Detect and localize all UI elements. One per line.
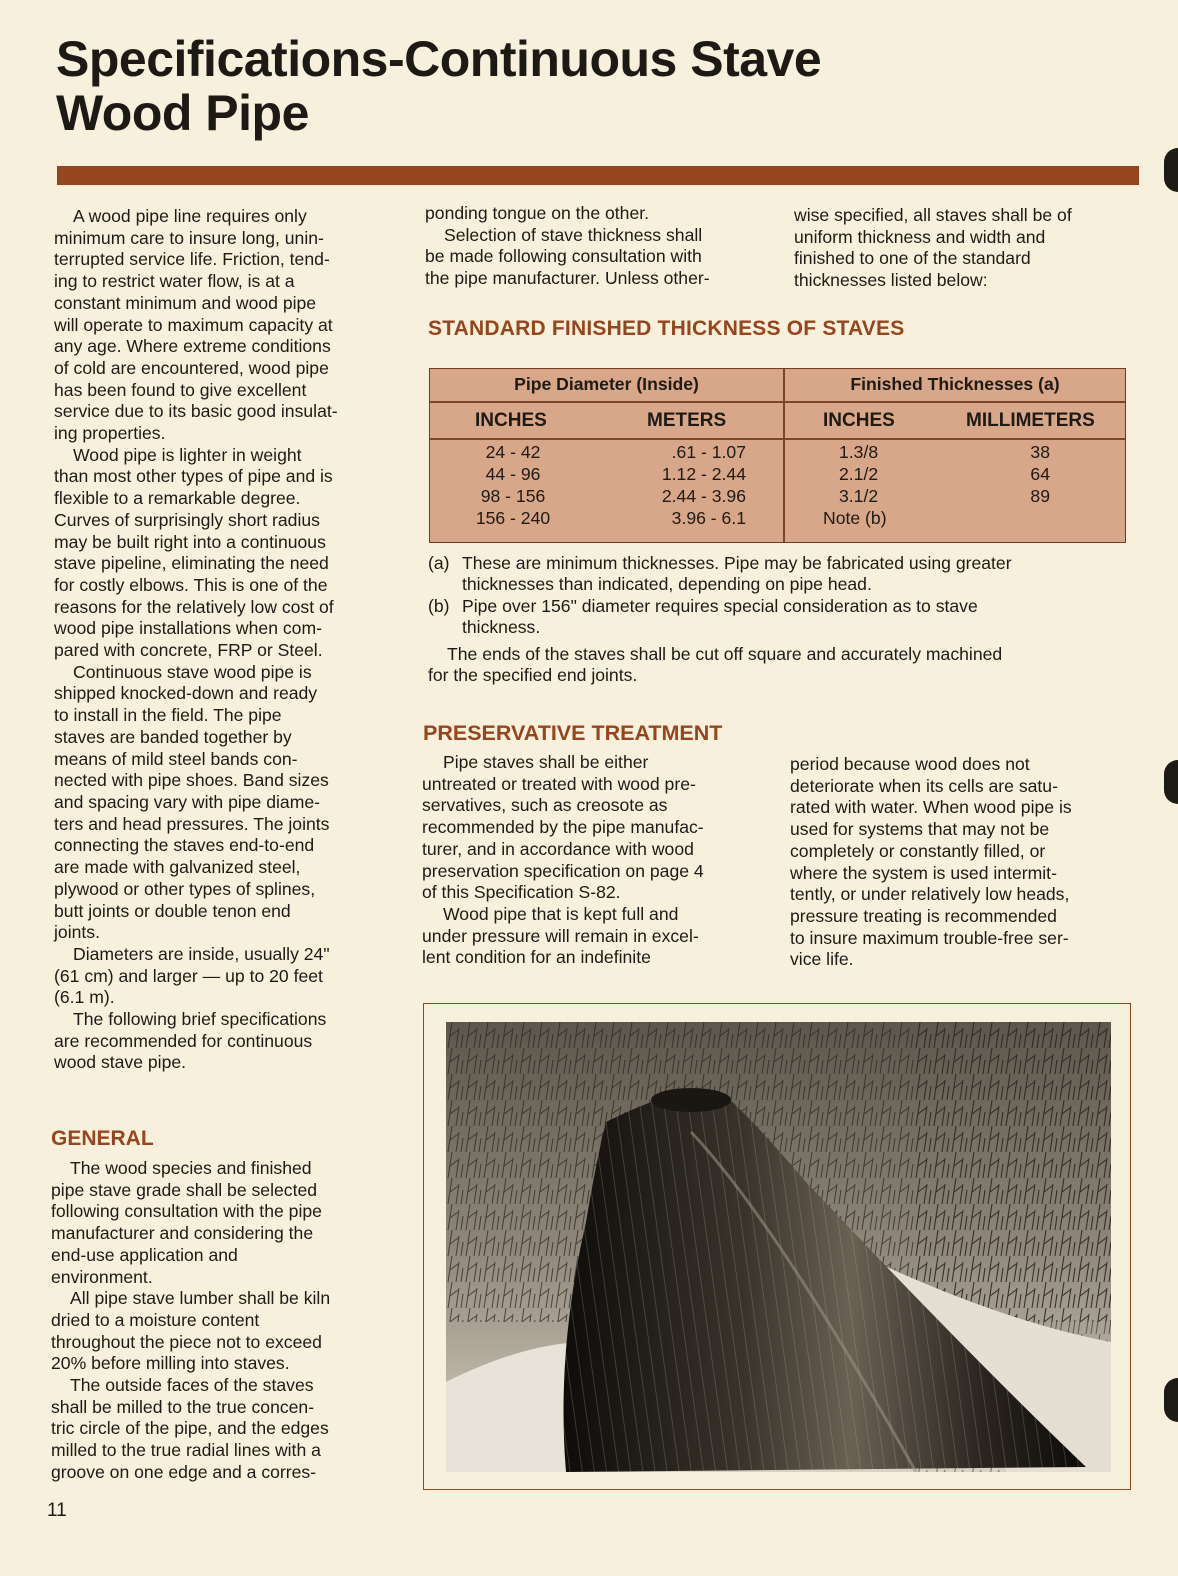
title-line-2: Wood Pipe	[56, 85, 309, 141]
intro-line: A wood pipe line requires only	[73, 206, 307, 226]
intro-line: and spacing vary with pipe diame-	[54, 791, 321, 812]
pres-line: period because wood does not	[790, 754, 1030, 774]
pres-line: completely or constantly filled, or	[790, 840, 1046, 861]
intro-line: service due to its basic good insulat-	[54, 401, 338, 422]
page-number: 11	[47, 1500, 67, 1521]
note-label: (a)	[428, 553, 450, 573]
title-line-1: Specifications-Continuous Stave	[56, 31, 822, 87]
thickness-mm-column	[1000, 441, 1050, 507]
pres-line: pressure treating is recommended	[790, 905, 1057, 926]
general-heading: GENERAL	[51, 1127, 154, 1150]
table-divider	[430, 401, 1125, 403]
note-line: thicknesses than indicated, depending on pipe head.	[462, 574, 872, 594]
pres-line: deteriorate when its cells are satu-	[790, 775, 1058, 796]
intro-line: shipped knocked-down and ready	[54, 683, 318, 704]
table-cell: 89	[1030, 486, 1050, 506]
intro-line: stave pipeline, eliminating the need	[54, 553, 329, 574]
intro-line: of cold are encountered, wood pipe	[54, 357, 329, 378]
general-line: 20% before milling into staves.	[51, 1353, 290, 1374]
intro-column	[54, 206, 394, 1074]
intro-line: joints.	[54, 922, 100, 943]
title-rule	[57, 166, 1139, 185]
pres-line: recommended by the pipe manufac-	[422, 817, 704, 838]
ends-paragraph	[428, 644, 1128, 686]
table-cell: 64	[1030, 464, 1050, 484]
intro-line: staves are banded together by	[54, 726, 292, 747]
table-cell: 98 - 156	[480, 486, 546, 506]
intro-line: wood pipe installations when com-	[54, 618, 322, 639]
intro-line: any age. Where extreme conditions	[54, 336, 331, 357]
col2-line: Selection of stave thickness shall	[444, 224, 703, 245]
note-line: thickness.	[462, 617, 541, 637]
intro-line: to install in the field. The pipe	[54, 705, 282, 726]
table-cell: Note (b)	[823, 508, 887, 528]
pres-line: rated with water. When wood pipe is	[790, 797, 1072, 818]
table-cell: 24 - 42	[485, 442, 541, 462]
intro-line: flexible to a remarkable degree.	[54, 488, 301, 509]
pres-line: servatives, such as creosote as	[422, 795, 668, 816]
pres-line: tently, or under relatively low heads,	[790, 884, 1070, 905]
general-line: milled to the true radial lines with a	[51, 1440, 321, 1461]
intro-line: will operate to maximum capacity at	[54, 314, 333, 335]
binder-hole	[1164, 148, 1178, 192]
intro-line: pared with concrete, FRP or Steel.	[54, 640, 323, 661]
intro-line: The following brief specifications	[73, 1009, 327, 1030]
intro-line: are recommended for continuous	[54, 1030, 313, 1051]
pres-line: under pressure will remain in excel-	[422, 925, 699, 946]
note-line: Pipe over 156" diameter requires special consideration as to stave	[462, 596, 978, 616]
col2-line: be made following consultation with	[425, 246, 702, 267]
photo-frame	[423, 1003, 1131, 1490]
column3-top	[794, 205, 1144, 292]
table-cell: 2.1/2	[839, 464, 879, 484]
pres-line: lent condition for an indefinite	[422, 947, 651, 968]
pres-line: turer, and in accordance with wood	[422, 838, 694, 859]
preservative-column-2	[790, 754, 1150, 971]
column2-top	[425, 203, 775, 290]
intro-line: Wood pipe is lighter in weight	[73, 444, 302, 465]
table-cell: .61 - 1.07	[671, 442, 746, 462]
general-line: environment.	[51, 1266, 153, 1287]
general-column	[51, 1158, 391, 1484]
general-line: manufacturer and considering the	[51, 1223, 314, 1244]
col2-line: the pipe manufacturer. Unless other-	[425, 268, 710, 289]
pres-line: Pipe staves shall be either	[443, 752, 649, 772]
pres-line: untreated or treated with wood pre-	[422, 773, 696, 794]
note-line: These are minimum thicknesses. Pipe may be fabricated using greater	[462, 553, 1012, 573]
table-cell: 1.12 - 2.44	[661, 464, 746, 484]
ends-line: for the specified end joints.	[428, 665, 638, 685]
col3-line: finished to one of the standard	[794, 248, 1031, 269]
intro-line: connecting the staves end-to-end	[54, 835, 315, 856]
intro-line: plywood or other types of splines,	[54, 878, 316, 899]
preservative-column-1	[422, 752, 782, 969]
intro-line: Diameters are inside, usually 24"	[73, 943, 330, 964]
page-title	[56, 32, 1056, 140]
col3-line: wise specified, all staves shall be of	[794, 205, 1072, 225]
table-column-header: MILLIMETERS	[966, 410, 1095, 431]
pres-line: preservation specification on page 4	[422, 860, 704, 881]
intro-line: wood stave pipe.	[54, 1052, 187, 1073]
table-note	[428, 596, 1128, 638]
table-notes	[428, 553, 1128, 686]
table-cell: 38	[1030, 442, 1050, 462]
general-line: tric circle of the pipe, and the edges	[51, 1418, 329, 1439]
intro-line: are made with galvanized steel,	[54, 857, 301, 878]
binder-hole	[1164, 1378, 1178, 1422]
intro-line: ing properties.	[54, 423, 166, 444]
table-cell: 2.44 - 3.96	[661, 486, 746, 506]
pres-line: vice life.	[790, 949, 854, 970]
general-line: end-use application and	[51, 1244, 238, 1265]
table-group-header: Finished Thicknesses (a)	[850, 374, 1060, 394]
table-column-header: INCHES	[475, 410, 547, 431]
meters-column	[626, 441, 746, 529]
intro-line: than most other types of pipe and is	[54, 466, 333, 487]
intro-line: minimum care to insure long, unin-	[54, 227, 324, 248]
intro-line: means of mild steel bands con-	[54, 748, 298, 769]
intro-line: (6.1 m).	[54, 987, 115, 1008]
table-column-header: INCHES	[823, 410, 895, 431]
pres-line: where the system is used intermit-	[790, 862, 1057, 883]
binder-hole	[1164, 760, 1178, 804]
general-line: The outside faces of the staves	[70, 1375, 314, 1396]
thickness-inches-column	[823, 441, 923, 529]
intro-line: nected with pipe shoes. Band sizes	[54, 770, 329, 791]
table-divider	[430, 438, 1125, 440]
pres-line: Wood pipe that is kept full and	[443, 903, 679, 924]
general-line: shall be milled to the true concen-	[51, 1396, 315, 1417]
general-line: groove on one edge and a corres-	[51, 1461, 317, 1482]
intro-line: ters and head pressures. The joints	[54, 813, 330, 834]
general-line: All pipe stave lumber shall be kiln	[70, 1288, 331, 1309]
wood-pipe-photo	[446, 1022, 1111, 1472]
table-heading: STANDARD FINISHED THICKNESS OF STAVES	[428, 317, 905, 340]
col3-line: thicknesses listed below:	[794, 270, 988, 291]
general-line: following consultation with the pipe	[51, 1201, 322, 1222]
table-cell: 156 - 240	[475, 508, 551, 528]
intro-line: Curves of surprisingly short radius	[54, 509, 320, 530]
intro-line: has been found to give excellent	[54, 379, 307, 400]
table-note	[428, 553, 1128, 595]
inches-column	[458, 441, 568, 529]
note-label: (b)	[428, 596, 450, 616]
table-cell: 1.3/8	[839, 442, 879, 462]
intro-line: (61 cm) and larger — up to 20 feet	[54, 965, 323, 986]
general-line: throughout the piece not to exceed	[51, 1331, 322, 1352]
intro-line: reasons for the relatively low cost of	[54, 596, 334, 617]
stave-thickness-table	[429, 368, 1126, 543]
col3-line: uniform thickness and width and	[794, 226, 1046, 247]
intro-line: may be built right into a continuous	[54, 531, 326, 552]
table-cell: 44 - 96	[485, 464, 541, 484]
preservative-heading: PRESERVATIVE TREATMENT	[423, 721, 723, 745]
intro-line: terrupted service life. Friction, tend-	[54, 249, 330, 270]
table-cell: 3.1/2	[839, 486, 879, 506]
intro-line: butt joints or double tenon end	[54, 900, 291, 921]
col2-line: ponding tongue on the other.	[425, 203, 650, 223]
general-line: dried to a moisture content	[51, 1309, 260, 1330]
general-line: pipe stave grade shall be selected	[51, 1179, 318, 1200]
table-cell: 3.96 - 6.1	[671, 508, 746, 528]
table-group-header: Pipe Diameter (Inside)	[514, 374, 699, 394]
intro-line: for costly elbows. This is one of the	[54, 574, 328, 595]
pres-line: used for systems that may not be	[790, 819, 1050, 840]
general-line: The wood species and finished	[70, 1158, 312, 1178]
intro-line: ing to restrict water flow, is at a	[54, 271, 295, 292]
intro-line: constant minimum and wood pipe	[54, 292, 317, 313]
pres-line: to insure maximum trouble-free ser-	[790, 927, 1069, 948]
pres-line: of this Specification S-82.	[422, 882, 621, 903]
ends-line: The ends of the staves shall be cut off square and accurately machined	[447, 644, 1003, 664]
table-column-header: METERS	[647, 410, 727, 431]
intro-line: Continuous stave wood pipe is	[73, 661, 312, 682]
